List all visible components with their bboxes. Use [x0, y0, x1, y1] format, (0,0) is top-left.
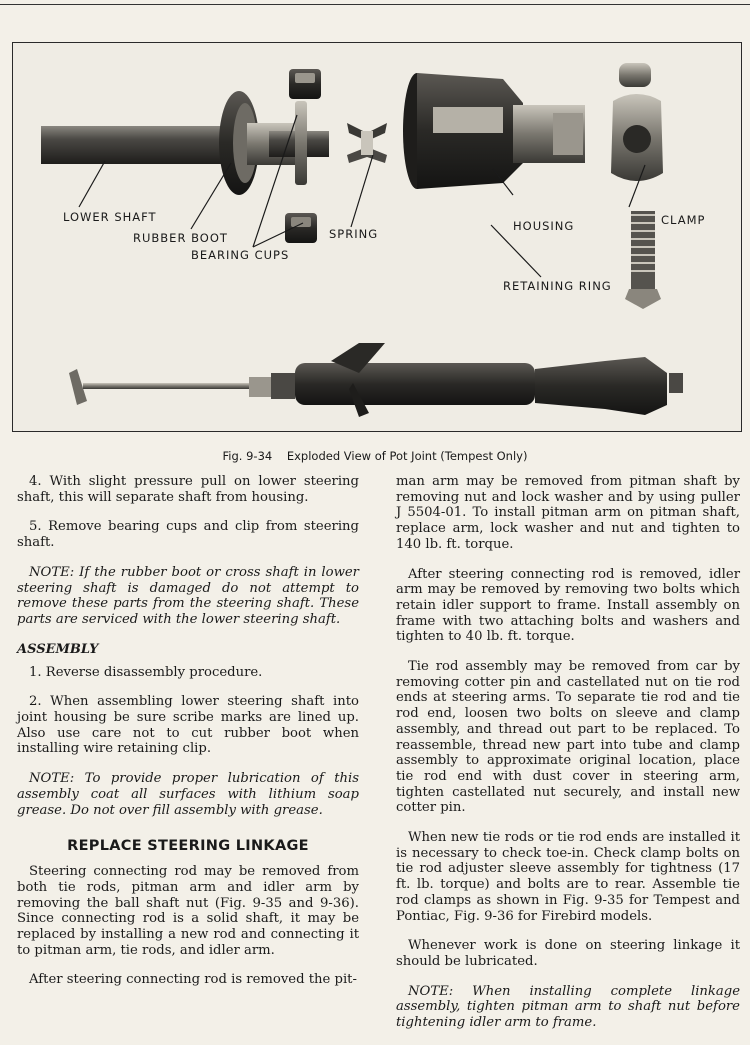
label-spring: SPRING — [329, 227, 379, 241]
right-text-column — [396, 474, 740, 1045]
paragraph: After steering connecting rod is removed the pit- — [29, 972, 357, 988]
spring-part — [347, 123, 387, 163]
bearing-cup-lower — [285, 213, 317, 243]
page-top-rule — [0, 4, 750, 5]
paragraph: Steering connecting rod may be removed from both tie rods, pitman arm and idler arm by removing the ball shaft nut (Fig. 9-35 and 9-36). Since connecting rod is a solid shaft, it may be replaced by installing a new rod and connecting it to pitman arm, tie rods, and idler arm. — [17, 864, 359, 958]
label-bearing-cups: BEARING CUPS — [191, 248, 290, 262]
figure-caption: Fig. 9-34 Exploded View of Pot Joint (Tempest Only) — [222, 449, 528, 463]
subheading-assembly: ASSEMBLY — [17, 641, 99, 657]
housing-part — [403, 73, 585, 189]
label-rubber-boot: RUBBER BOOT — [133, 231, 228, 245]
label-retaining-ring: RETAINING RING — [503, 279, 612, 293]
paragraph: 4. With slight pressure pull on lower steering shaft, this will separate shaft from housing. — [17, 474, 359, 505]
rubber-boot-part — [219, 91, 329, 195]
assembled-steering-shaft — [69, 343, 683, 417]
left-text-column — [17, 474, 359, 1002]
lower-shaft-part — [41, 126, 227, 164]
cross-shaft-part — [295, 101, 307, 185]
label-housing: HOUSING — [513, 219, 575, 233]
paragraph: When new tie rods or tie rod ends are installed it is necessary to check toe-in. Check clamp bolts on tie rod adjuster sleeve assembly for tightness (17 ft. lb. torque) and bolts are to rear. Assemble tie rod clamps as shown in Fig. 9-35 for Tempest and Pontiac, Fig. 9-36 for Firebird models. — [396, 830, 740, 924]
paragraph: 2. When assembling lower steering shaft into joint housing be sure scribe marks are lined up. Also use care not to cut rubber boot when installing wire retaining clip. — [17, 694, 359, 757]
label-clamp: CLAMP — [661, 213, 706, 227]
figure-exploded-view — [12, 42, 742, 432]
note-paragraph: NOTE: To provide proper lubrication of this assembly coat all surfaces with lithium soap grease. Do not over fill assembly with grease. — [17, 771, 359, 818]
paragraph: man arm may be removed from pitman shaft by removing nut and lock washer and by using puller J 5504-01. To install pitman arm on pitman shaft, replace arm, lock washer and nut and tighten to 140 lb. ft. torque. — [396, 474, 740, 552]
note-paragraph: NOTE: If the rubber boot or cross shaft in lower steering shaft is damaged do not attempt to remove these parts from the steering shaft. These parts are serviced with the lower steering shaft. — [17, 564, 359, 627]
paragraph: After steering connecting rod is removed, idler arm may be removed by removing two bolts which retain idler support to frame. Install assembly on frame with two attaching bolts and washers and tighten to 40 lb. ft. torque. — [396, 566, 740, 645]
section-heading: REPLACE STEERING LINKAGE — [67, 838, 309, 855]
paragraph: 5. Remove bearing cups and clip from steering shaft. — [17, 519, 359, 551]
bearing-cup-upper — [289, 69, 321, 99]
paragraph: 1. Reverse disassembly procedure. — [29, 664, 263, 680]
label-lower-shaft: LOWER SHAFT — [63, 210, 157, 224]
paragraph: Tie rod assembly may be removed from car by removing cotter pin and castellated nut on tie rod ends at steering arms. To separate tie rod and tie rod end, loosen two bolts on sleeve and clamp assembly, and thread out part to be replaced. To reassemble, thread new part into tube and clamp assembly to approximate original location, place tie rod end with dust cover in steering arm, tighten castellated nut securely, and install new cotter pin. — [396, 659, 740, 816]
note-paragraph: NOTE: When installing complete linkage assembly, tighten pitman arm to shaft nut before tightening idler arm to frame. — [396, 983, 740, 1031]
paragraph: Whenever work is done on steering linkage it should be lubricated. — [396, 938, 740, 969]
